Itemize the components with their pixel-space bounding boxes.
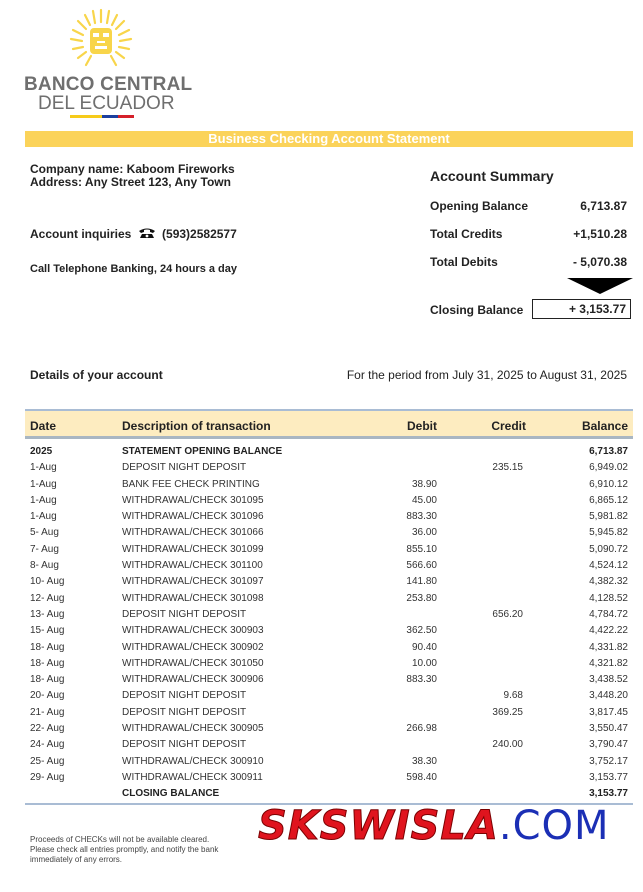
closing-balance-label: Closing Balance (430, 303, 524, 317)
cell-balance: 4,784.72 (589, 608, 628, 620)
table-row (25, 656, 633, 672)
cell-credit: 240.00 (492, 739, 523, 751)
cell-debit: 266.98 (406, 723, 437, 735)
cell-debit: 566.60 (406, 560, 437, 572)
table-row (25, 591, 633, 607)
table-row (25, 754, 633, 770)
transactions-table (25, 409, 633, 805)
cell-description: WITHDRAWAL/CHECK 301066 (122, 527, 264, 539)
header-date: Date (30, 419, 57, 433)
cell-description: WITHDRAWAL/CHECK 301100 (122, 560, 263, 572)
bank-name-line2: DEL ECUADOR (38, 93, 175, 114)
table-row (25, 640, 633, 656)
arrow-down-icon (567, 278, 633, 294)
cell-debit: 141.80 (406, 576, 437, 588)
flag-color-bar (70, 115, 134, 118)
table-header (25, 409, 633, 439)
cell-debit: 90.40 (411, 641, 437, 653)
cell-balance: 5,981.82 (589, 511, 628, 523)
cell-date: 21- Aug (30, 706, 65, 718)
closing-balance-box (532, 299, 631, 319)
cell-debit: 38.90 (411, 478, 437, 490)
cell-balance: 5,945.82 (589, 527, 628, 539)
inquiries-label: Account inquiries (30, 227, 132, 241)
table-row (25, 623, 633, 639)
cell-balance: 4,128.52 (589, 592, 628, 604)
table-row (25, 509, 633, 525)
table-row (25, 737, 633, 753)
footnote: Proceeds of CHECKs will not be available cleared. Please check all entries promptly, and notify the bank immediately of any errors. (30, 835, 219, 864)
cell-description: DEPOSIT NIGHT DEPOSIT (122, 739, 247, 751)
cell-date: 10- Aug (30, 576, 65, 588)
telephone-icon (138, 227, 156, 239)
cell-debit: 36.00 (411, 527, 437, 539)
cell-date: 15- Aug (30, 625, 65, 637)
cell-date: 5- Aug (30, 527, 59, 539)
cell-date: 7- Aug (30, 543, 59, 555)
cell-description: WITHDRAWAL/CHECK 301098 (122, 592, 264, 604)
cell-date: 18- Aug (30, 674, 65, 686)
cell-balance: 3,153.77 (589, 771, 628, 783)
table-row (25, 558, 633, 574)
cell-date: 1-Aug (30, 511, 57, 523)
cell-debit: 10.00 (411, 657, 437, 669)
total-debits-label: Total Debits (430, 255, 498, 269)
cell-credit: 656.20 (492, 608, 523, 620)
cell-credit: 369.25 (492, 706, 523, 718)
bank-logo-sun-icon (68, 6, 134, 72)
cell-debit: 598.40 (406, 771, 437, 783)
account-inquiries (30, 227, 237, 241)
table-row (25, 672, 633, 688)
cell-debit: 45.00 (411, 494, 437, 506)
cell-debit: 362.50 (406, 625, 437, 637)
cell-date: 13- Aug (30, 608, 65, 620)
statement-period: For the period from July 31, 2025 to August 31, 2025 (346, 368, 627, 382)
cell-balance: 3,448.20 (589, 690, 628, 702)
telephone-banking-note: Call Telephone Banking, 24 hours a day (30, 263, 238, 275)
cell-credit: 235.15 (492, 462, 523, 474)
cell-debit: 855.10 (406, 543, 437, 555)
cell-description: WITHDRAWAL/CHECK 300910 (122, 755, 264, 767)
cell-date: 22- Aug (30, 723, 65, 735)
cell-date: 20- Aug (30, 690, 65, 702)
cell-balance: 4,321.82 (589, 657, 628, 669)
cell-balance: 6,910.12 (589, 478, 628, 490)
cell-date: 1-Aug (30, 462, 57, 474)
customer-info (30, 163, 235, 189)
cell-description: WITHDRAWAL/CHECK 300903 (122, 625, 264, 637)
cell-debit: 883.30 (406, 511, 437, 523)
cell-balance: 4,382.32 (589, 576, 628, 588)
table-body (25, 444, 633, 803)
cell-description: WITHDRAWAL/CHECK 301097 (122, 576, 264, 588)
opening-balance-label: Opening Balance (430, 199, 529, 213)
cell-description: DEPOSIT NIGHT DEPOSIT (122, 608, 247, 620)
statement-title-banner (25, 131, 633, 147)
cell-balance: 3,790.47 (589, 739, 628, 751)
cell-description: STATEMENT OPENING BALANCE (122, 446, 283, 457)
cell-description: BANK FEE CHECK PRINTING (122, 478, 260, 490)
cell-balance: 4,422.22 (589, 625, 628, 637)
cell-balance: 6,949.02 (589, 462, 628, 474)
cell-description: DEPOSIT NIGHT DEPOSIT (122, 462, 247, 474)
cell-date: 24- Aug (30, 739, 65, 751)
cell-balance: 6,865.12 (589, 494, 628, 506)
watermark-part2: .COM (498, 803, 610, 849)
company-name: Company name: Kaboom Fireworks (30, 162, 235, 176)
table-row (25, 574, 633, 590)
table-row (25, 493, 633, 509)
cell-description: DEPOSIT NIGHT DEPOSIT (122, 706, 247, 718)
cell-debit: 883.30 (406, 674, 437, 686)
cell-date: 8- Aug (30, 560, 59, 572)
cell-date: 18- Aug (30, 657, 65, 669)
table-row (25, 477, 633, 493)
cell-debit: 253.80 (406, 592, 437, 604)
table-row (25, 721, 633, 737)
cell-date: 2025 (30, 446, 53, 457)
cell-description: WITHDRAWAL/CHECK 301096 (122, 511, 264, 523)
cell-balance: 4,524.12 (589, 560, 628, 572)
cell-description: WITHDRAWAL/CHECK 301050 (122, 657, 264, 669)
table-row (25, 460, 633, 476)
phone-number: (593)2582577 (162, 227, 237, 241)
watermark (258, 803, 610, 849)
table-row (25, 607, 633, 623)
cell-description: WITHDRAWAL/CHECK 301099 (122, 543, 264, 555)
cell-date: 29- Aug (30, 771, 65, 783)
cell-description: DEPOSIT NIGHT DEPOSIT (122, 690, 247, 702)
cell-balance: 5,090.72 (589, 543, 628, 555)
total-credits-value: +1,510.28 (573, 227, 627, 241)
cell-balance: 3,438.52 (589, 674, 628, 686)
table-row (25, 770, 633, 786)
cell-date: 25- Aug (30, 755, 65, 767)
opening-balance-value: 6,713.87 (580, 199, 627, 213)
cell-date: 18- Aug (30, 641, 65, 653)
header-credit: Credit (491, 419, 526, 433)
statement-title: Business Checking Account Statement (208, 131, 450, 146)
total-debits-value: - 5,070.38 (572, 255, 627, 269)
account-summary-title: Account Summary (430, 168, 554, 184)
cell-date: 12- Aug (30, 592, 65, 604)
table-row (25, 786, 633, 802)
header-debit: Debit (407, 419, 437, 433)
details-label: Details of your account (30, 368, 163, 382)
header-balance: Balance (581, 419, 628, 433)
bank-name-line1: BANCO CENTRAL (24, 74, 193, 95)
cell-description: WITHDRAWAL/CHECK 300911 (122, 771, 263, 783)
cell-balance: 3,817.45 (589, 706, 628, 718)
company-address: Address: Any Street 123, Any Town (30, 175, 231, 189)
cell-balance: 4,331.82 (589, 641, 628, 653)
header-description: Description of transaction (122, 419, 271, 433)
total-credits-label: Total Credits (430, 227, 503, 241)
table-row (25, 542, 633, 558)
cell-date: 1-Aug (30, 494, 57, 506)
cell-balance: 6,713.87 (589, 446, 628, 457)
cell-credit: 9.68 (503, 690, 523, 702)
watermark-part1: SKSWISLA (258, 803, 499, 849)
cell-description: WITHDRAWAL/CHECK 301095 (122, 494, 264, 506)
cell-description: WITHDRAWAL/CHECK 300905 (122, 723, 264, 735)
table-row (25, 688, 633, 704)
table-row (25, 444, 633, 460)
cell-balance: 3,153.77 (589, 788, 628, 800)
cell-description: CLOSING BALANCE (122, 788, 220, 800)
cell-date: 1-Aug (30, 478, 57, 490)
table-row (25, 705, 633, 721)
cell-balance: 3,550.47 (589, 723, 628, 735)
cell-description: WITHDRAWAL/CHECK 300906 (122, 674, 264, 686)
cell-description: WITHDRAWAL/CHECK 300902 (122, 641, 264, 653)
closing-balance-value: + 3,153.77 (568, 302, 626, 316)
cell-debit: 38.30 (411, 755, 437, 767)
table-row (25, 525, 633, 541)
cell-balance: 3,752.17 (589, 755, 628, 767)
